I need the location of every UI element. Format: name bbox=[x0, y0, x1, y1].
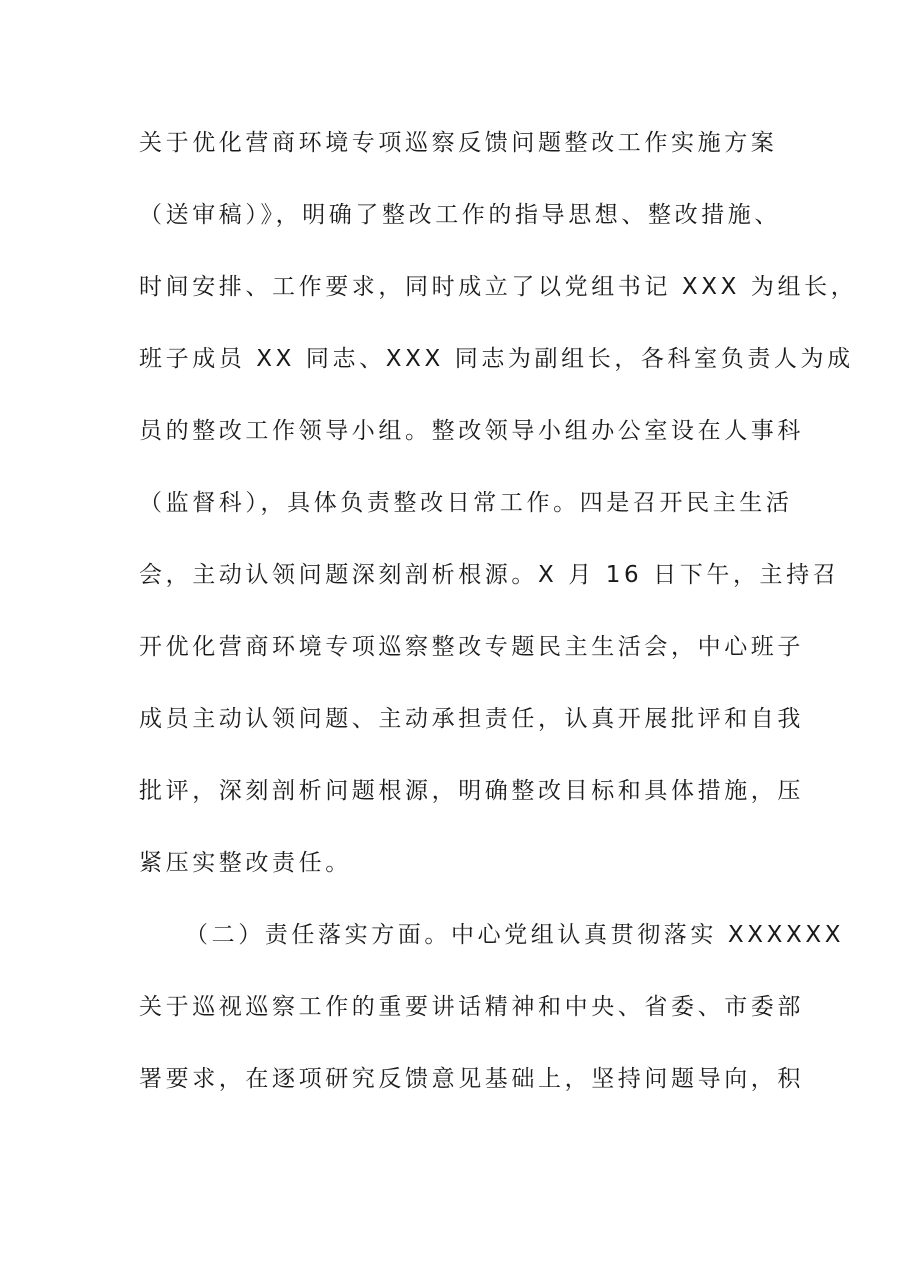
paragraph-1-line-6: （监督科），具体负责整改日常工作。四是召开民主生活 bbox=[139, 490, 793, 516]
paragraph-1-line-4: 班子成员 XX 同志、XXX 同志为副组长，各科室负责人为成 bbox=[139, 346, 854, 372]
paragraph-1-line-10: 批评，深刻剖析问题根源，明确整改目标和具体措施，压 bbox=[139, 778, 804, 804]
paragraph-2-line-3: 署要求，在逐项研究反馈意见基础上，坚持问题导向，积 bbox=[139, 1066, 804, 1092]
paragraph-1-line-2: （送审稿）》，明确了整改工作的指导思想、整改措施、 bbox=[139, 202, 781, 228]
paragraph-1-line-7: 会，主动认领问题深刻剖析根源。X 月 16 日下午，主持召 bbox=[139, 562, 840, 588]
paragraph-1-line-9: 成员主动认领问题、主动承担责任，认真开展批评和自我 bbox=[139, 706, 804, 732]
paragraph-2-line-2: 关于巡视巡察工作的重要讲话精神和中央、省委、市委部 bbox=[139, 994, 804, 1020]
paragraph-1-line-11: 紧压实整改责任。 bbox=[139, 850, 352, 876]
paragraph-2-line-1: （二）责任落实方面。中心党组认真贯彻落实 XXXXXX bbox=[185, 922, 845, 948]
paragraph-1-line-1: 关于优化营商环境专项巡察反馈问题整改工作实施方案 bbox=[139, 130, 778, 156]
paragraph-1-line-8: 开优化营商环境专项巡察整改专题民主生活会，中心班子 bbox=[139, 634, 804, 660]
paragraph-1-line-3: 时间安排、工作要求，同时成立了以党组书记 XXX 为组长， bbox=[139, 274, 858, 300]
paragraph-1-line-5: 员的整改工作领导小组。整改领导小组办公室设在人事科 bbox=[139, 418, 804, 444]
